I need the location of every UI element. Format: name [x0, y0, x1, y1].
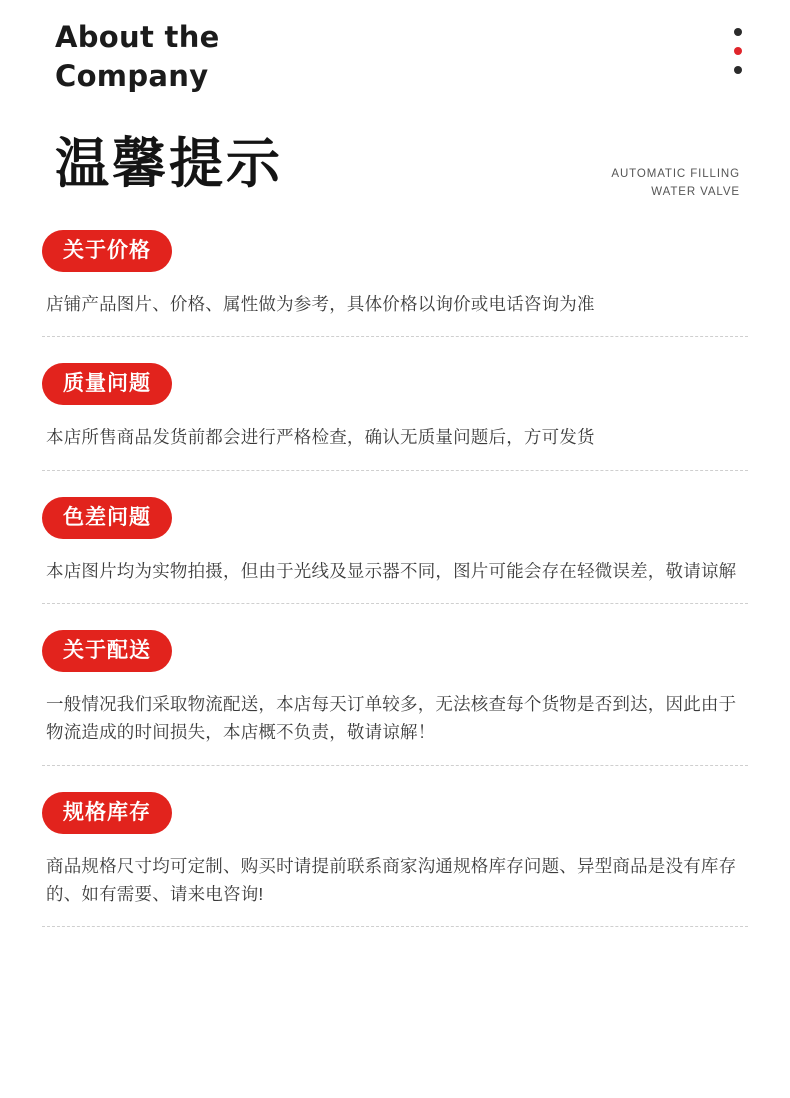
status-badge: 关于价格 — [42, 230, 172, 272]
list-item — [42, 792, 748, 928]
eyebrow-line-1: About the — [55, 20, 220, 54]
list-item — [42, 230, 748, 337]
list-item-description: 商品规格尺寸均可定制、购买时请提前联系商家沟通规格库存问题、异型商品是没有库存的、如有需要、请来电咨询! — [46, 855, 737, 905]
list-item — [42, 630, 748, 766]
page-header — [0, 0, 790, 230]
dot-bottom-icon — [734, 66, 742, 74]
product-subtitle-line-2: WATER VALVE — [651, 185, 740, 198]
list-item-description: 一般情况我们采取物流配送，本店每天订单较多，无法核查每个货物是否到达，因此由于物流造成的时间损失，本店概不负责，敬请谅解！ — [46, 694, 737, 743]
list-item-description: 本店所售商品发货前都会进行严格检查，确认无质量问题后，方可发货 — [46, 427, 595, 448]
list-item — [42, 363, 748, 470]
product-subtitle-line-1: AUTOMATIC FILLING — [611, 168, 740, 180]
list-item — [42, 497, 748, 604]
status-badge: 规格库存 — [42, 792, 172, 834]
list-item-description: 店铺产品图片、价格、属性做为参考，具体价格以询价或电话咨询为准 — [46, 294, 595, 314]
notice-list — [0, 230, 790, 927]
product-subtitle — [611, 166, 740, 202]
dot-top-icon — [734, 28, 742, 36]
status-badge: 质量问题 — [42, 363, 172, 405]
dot-indicator-group — [734, 28, 742, 74]
status-badge: 色差问题 — [42, 497, 172, 539]
page-title: 温馨提示 — [55, 131, 283, 195]
eyebrow-heading — [55, 18, 355, 97]
eyebrow-line-2: Company — [55, 59, 209, 94]
list-item-description: 本店图片均为实物拍摄，但由于光线及显示器不同，图片可能会存在轻微误差，敬请谅解 — [46, 560, 737, 581]
dot-middle-icon — [734, 47, 742, 55]
status-badge: 关于配送 — [42, 630, 172, 672]
